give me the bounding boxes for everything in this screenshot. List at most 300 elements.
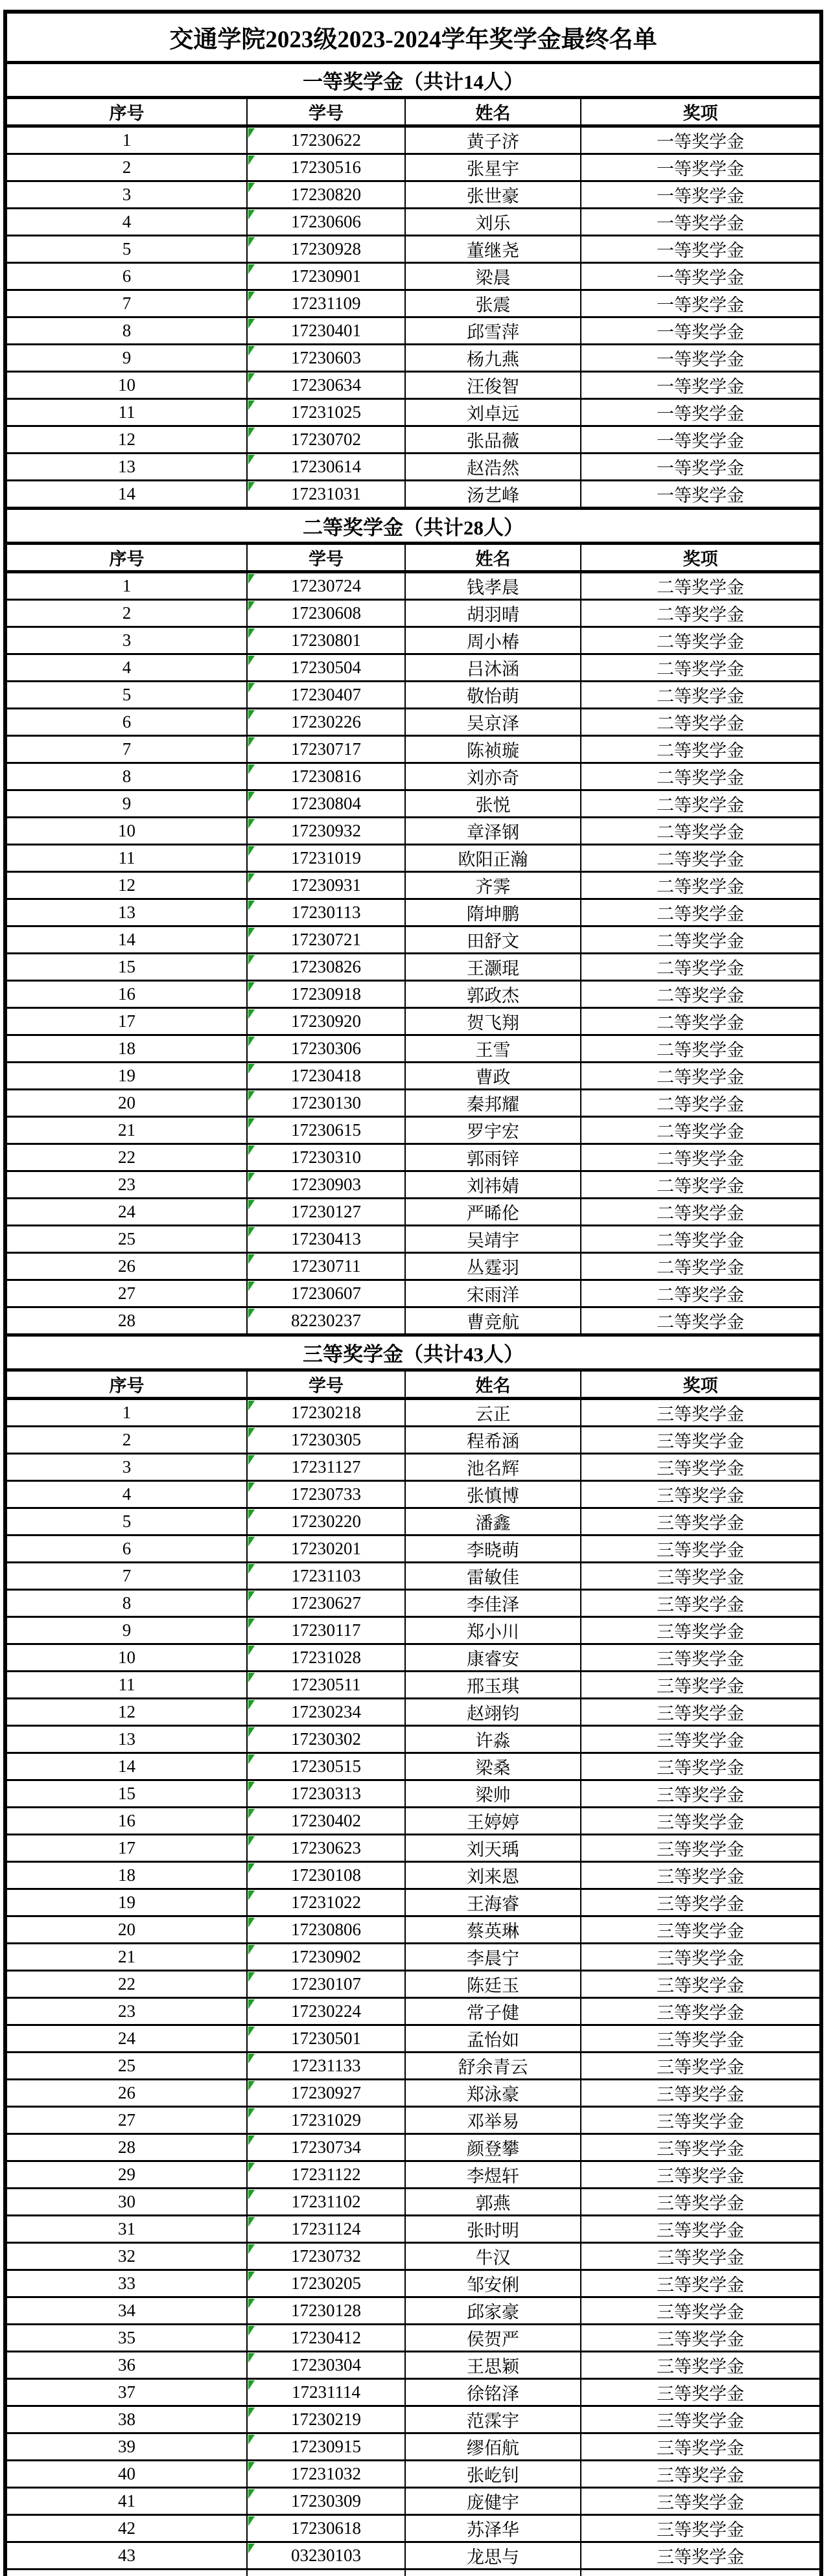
number-as-text-flag-icon [248, 1673, 255, 1683]
student-id-cell [247, 1062, 405, 1089]
student-name-cell: 曹竞航 [405, 1307, 581, 1335]
number-as-text-flag-icon [248, 2516, 255, 2526]
scholarship-table-body [5, 62, 821, 2576]
student-id-cell [247, 926, 405, 953]
table-row [5, 2188, 821, 2215]
table-row [5, 1508, 821, 1535]
student-id-value: 17230804 [291, 793, 361, 813]
student-id-value: 17231109 [291, 293, 361, 313]
number-as-text-flag-icon [248, 1510, 255, 1519]
table-row [5, 2215, 821, 2242]
student-id-value: 17230402 [291, 1810, 361, 1830]
table-row [5, 980, 821, 1007]
student-id-value: 17230734 [291, 2137, 361, 2157]
row-index-cell: 4 [5, 208, 247, 235]
student-id-cell [247, 1589, 405, 1616]
student-id-cell [247, 126, 405, 154]
student-name-cell: 刘来恩 [405, 1861, 581, 1889]
student-id-value: 17230721 [291, 929, 361, 949]
student-id-cell [247, 1861, 405, 1889]
table-row [5, 2079, 821, 2106]
student-id-value: 17230614 [291, 456, 361, 476]
table-row [5, 235, 821, 262]
empty-partial-row [5, 2569, 821, 2576]
row-index-cell: 9 [5, 790, 247, 817]
award-cell: 二等奖学金 [581, 1198, 821, 1225]
award-cell: 二等奖学金 [581, 681, 821, 708]
student-name-cell: 汪俊智 [405, 371, 581, 398]
student-name-cell: 郑小川 [405, 1616, 581, 1644]
table-row [5, 1616, 821, 1644]
table-row [5, 2460, 821, 2487]
table-row [5, 2106, 821, 2133]
number-as-text-flag-icon [248, 264, 255, 274]
award-cell: 一等奖学金 [581, 181, 821, 208]
row-index-cell: 13 [5, 453, 247, 480]
table-row [5, 599, 821, 627]
student-name-cell: 吴靖宇 [405, 1225, 581, 1252]
number-as-text-flag-icon [248, 1455, 255, 1465]
award-cell: 三等奖学金 [581, 1861, 821, 1889]
award-cell: 三等奖学金 [581, 2188, 821, 2215]
row-index-cell: 21 [5, 1943, 247, 1970]
student-id-value: 17230603 [291, 347, 361, 367]
number-as-text-flag-icon [248, 1782, 255, 1791]
student-id-cell [247, 1644, 405, 1671]
number-as-text-flag-icon [248, 1037, 255, 1046]
number-as-text-flag-icon [248, 683, 255, 693]
student-name-cell: 吕沐涵 [405, 654, 581, 681]
award-cell: 一等奖学金 [581, 290, 821, 317]
number-as-text-flag-icon [248, 155, 255, 165]
student-id-cell [247, 1225, 405, 1252]
student-id-cell [247, 1398, 405, 1426]
table-row [5, 1997, 821, 2025]
student-name-cell: 徐铭泽 [405, 2378, 581, 2406]
student-id-value: 17230501 [291, 2028, 361, 2048]
student-id-value: 17230928 [291, 238, 361, 259]
student-id-value: 17231032 [291, 2463, 361, 2483]
row-index-cell: 2 [5, 599, 247, 627]
student-id-cell [247, 426, 405, 453]
number-as-text-flag-icon [248, 1727, 255, 1737]
number-as-text-flag-icon [248, 2217, 255, 2227]
student-id-value: 17231114 [292, 2382, 360, 2402]
table-row [5, 208, 821, 235]
student-name-cell: 李煜轩 [405, 2161, 581, 2188]
row-index-cell: 18 [5, 1861, 247, 1889]
student-name-cell: 孟怡如 [405, 2025, 581, 2052]
section-header-row [5, 62, 821, 97]
student-id-cell [247, 1144, 405, 1171]
student-id-value: 17230205 [291, 2273, 361, 2293]
student-id-cell [247, 317, 405, 344]
award-cell: 二等奖学金 [581, 899, 821, 926]
student-id-value: 17231019 [291, 847, 361, 868]
award-cell: 三等奖学金 [581, 1508, 821, 1535]
row-index-cell: 5 [5, 1508, 247, 1535]
award-cell: 三等奖学金 [581, 2433, 821, 2460]
section-heading: 三等奖学金（共计43人） [5, 1335, 821, 1370]
column-header-award: 奖项 [581, 543, 821, 571]
row-index-cell: 21 [5, 1116, 247, 1144]
student-id-cell [247, 763, 405, 790]
row-index-cell: 10 [5, 371, 247, 398]
award-cell: 三等奖学金 [581, 1671, 821, 1698]
student-name-cell: 潘鑫 [405, 1508, 581, 1535]
student-name-cell: 缪佰航 [405, 2433, 581, 2460]
number-as-text-flag-icon [248, 2353, 255, 2363]
student-id-value: 17230608 [291, 603, 361, 623]
row-index-cell: 6 [5, 262, 247, 290]
table-row [5, 2406, 821, 2433]
student-name-cell: 康睿安 [405, 1644, 581, 1671]
student-id-cell [247, 2052, 405, 2079]
scholarship-table [3, 10, 823, 2576]
table-row [5, 290, 821, 317]
student-id-cell [247, 2161, 405, 2188]
student-name-cell: 王婷婷 [405, 1807, 581, 1834]
column-header-no: 序号 [5, 97, 247, 126]
award-cell: 一等奖学金 [581, 344, 821, 371]
student-id-cell [247, 1753, 405, 1780]
table-row [5, 1943, 821, 1970]
number-as-text-flag-icon [248, 1118, 255, 1128]
row-index-cell: 37 [5, 2378, 247, 2406]
number-as-text-flag-icon [248, 1863, 255, 1873]
number-as-text-flag-icon [248, 183, 255, 192]
student-id-cell [247, 1780, 405, 1807]
row-index-cell: 3 [5, 627, 247, 654]
table-row [5, 790, 821, 817]
number-as-text-flag-icon [248, 292, 255, 301]
award-cell: 三等奖学金 [581, 1480, 821, 1508]
student-id-value: 17230901 [291, 266, 361, 286]
table-row [5, 2542, 821, 2569]
row-index-cell: 7 [5, 290, 247, 317]
award-cell: 二等奖学金 [581, 1116, 821, 1144]
number-as-text-flag-icon [248, 1591, 255, 1601]
row-index-cell: 25 [5, 2052, 247, 2079]
row-index-cell: 38 [5, 2406, 247, 2433]
table-row [5, 1671, 821, 1698]
number-as-text-flag-icon [248, 1173, 255, 1182]
student-id-value: 17230113 [291, 902, 361, 922]
number-as-text-flag-icon [248, 2462, 255, 2472]
student-id-value: 17231124 [291, 2218, 361, 2238]
row-index-cell: 27 [5, 1280, 247, 1307]
student-name-cell: 庞健宇 [405, 2487, 581, 2514]
student-id-value: 17231028 [291, 1647, 361, 1667]
student-id-value: 17230226 [291, 711, 361, 731]
column-header-student-id: 学号 [247, 1370, 405, 1398]
award-cell: 三等奖学金 [581, 2161, 821, 2188]
student-id-value: 17230801 [291, 630, 361, 650]
student-id-value: 17230902 [291, 1946, 361, 1966]
student-id-cell [247, 654, 405, 681]
student-name-cell: 王思颖 [405, 2351, 581, 2378]
number-as-text-flag-icon [248, 601, 255, 611]
student-id-value: 17230407 [291, 684, 361, 704]
row-index-cell: 1 [5, 126, 247, 154]
student-id-value: 03230103 [291, 2545, 361, 2565]
row-index-cell: 2 [5, 154, 247, 181]
column-header-row [5, 1370, 821, 1398]
number-as-text-flag-icon [248, 346, 255, 356]
award-cell: 二等奖学金 [581, 627, 821, 654]
section-heading: 二等奖学金（共计28人） [5, 508, 821, 543]
table-row [5, 2270, 821, 2297]
student-id-cell [247, 1916, 405, 1943]
row-index-cell: 1 [5, 571, 247, 599]
student-id-value: 17230220 [291, 1511, 361, 1531]
student-name-cell: 刘乐 [405, 208, 581, 235]
student-name-cell: 梁晨 [405, 262, 581, 290]
row-index-cell: 7 [5, 1562, 247, 1589]
column-header-no: 序号 [5, 543, 247, 571]
table-row [5, 1698, 821, 1725]
student-id-value: 17230826 [291, 956, 361, 976]
award-cell: 三等奖学金 [581, 1943, 821, 1970]
student-name-cell: 李晨宁 [405, 1943, 581, 1970]
column-header-name: 姓名 [405, 97, 581, 126]
award-cell: 一等奖学金 [581, 154, 821, 181]
empty-cell [247, 2569, 405, 2576]
student-id-cell [247, 980, 405, 1007]
table-row [5, 1144, 821, 1171]
student-name-cell: 贺飞翔 [405, 1007, 581, 1035]
student-name-cell: 李晓萌 [405, 1535, 581, 1562]
student-name-cell: 章泽钢 [405, 817, 581, 844]
table-row [5, 1807, 821, 1834]
number-as-text-flag-icon [248, 928, 255, 937]
student-id-value: 17230313 [291, 1783, 361, 1803]
number-as-text-flag-icon [248, 2380, 255, 2390]
student-name-cell: 欧阳正瀚 [405, 844, 581, 871]
student-id-value: 17230504 [291, 657, 361, 677]
award-cell: 三等奖学金 [581, 1916, 821, 1943]
number-as-text-flag-icon [248, 2108, 255, 2118]
table-row [5, 2378, 821, 2406]
number-as-text-flag-icon [248, 1009, 255, 1019]
empty-cell [405, 2569, 581, 2576]
table-row [5, 1535, 821, 1562]
table-row [5, 1426, 821, 1453]
row-index-cell: 14 [5, 1753, 247, 1780]
student-id-cell [247, 1426, 405, 1453]
table-row [5, 571, 821, 599]
table-row [5, 398, 821, 426]
student-id-value: 17231127 [291, 1456, 361, 1477]
student-id-value: 17230108 [291, 1865, 361, 1885]
student-id-value: 17230702 [291, 429, 361, 449]
number-as-text-flag-icon [248, 1401, 255, 1410]
row-index-cell: 6 [5, 708, 247, 735]
student-id-value: 17230117 [291, 1620, 361, 1640]
award-cell: 三等奖学金 [581, 2270, 821, 2297]
table-row [5, 1089, 821, 1116]
student-id-value: 17230932 [291, 820, 361, 840]
number-as-text-flag-icon [248, 1891, 255, 1900]
student-id-cell [247, 1480, 405, 1508]
student-id-cell [247, 1562, 405, 1589]
award-cell: 三等奖学金 [581, 2079, 821, 2106]
number-as-text-flag-icon [248, 1482, 255, 1492]
student-id-value: 17231133 [291, 2055, 361, 2075]
student-name-cell: 严晞伦 [405, 1198, 581, 1225]
row-index-cell: 9 [5, 344, 247, 371]
student-id-value: 17231102 [291, 2191, 361, 2211]
number-as-text-flag-icon [248, 982, 255, 992]
award-cell: 三等奖学金 [581, 2025, 821, 2052]
row-index-cell: 36 [5, 2351, 247, 2378]
number-as-text-flag-icon [248, 2544, 255, 2553]
student-name-cell: 范霂宇 [405, 2406, 581, 2433]
student-id-value: 17230302 [291, 1729, 361, 1749]
number-as-text-flag-icon [248, 455, 255, 465]
student-id-cell [247, 1725, 405, 1753]
award-cell: 三等奖学金 [581, 1453, 821, 1480]
number-as-text-flag-icon [248, 210, 255, 220]
award-cell: 二等奖学金 [581, 1089, 821, 1116]
student-name-cell: 邢玉琪 [405, 1671, 581, 1698]
row-index-cell: 20 [5, 1089, 247, 1116]
student-id-value: 17230920 [291, 1011, 361, 1031]
student-id-cell [247, 1307, 405, 1335]
number-as-text-flag-icon [248, 482, 255, 492]
table-row [5, 2025, 821, 2052]
table-row [5, 1035, 821, 1062]
student-id-cell [247, 2297, 405, 2324]
award-cell: 三等奖学金 [581, 1562, 821, 1589]
student-name-cell: 刘卓远 [405, 398, 581, 426]
student-name-cell: 颜登攀 [405, 2133, 581, 2161]
student-id-cell [247, 2542, 405, 2569]
student-name-cell: 齐霁 [405, 871, 581, 899]
student-name-cell: 张屹钊 [405, 2460, 581, 2487]
award-cell: 三等奖学金 [581, 1807, 821, 1834]
student-id-value: 17230107 [291, 1973, 361, 1994]
award-cell: 三等奖学金 [581, 1970, 821, 1997]
row-index-cell: 11 [5, 844, 247, 871]
award-cell: 三等奖学金 [581, 1997, 821, 2025]
student-id-cell [247, 2270, 405, 2297]
award-cell: 二等奖学金 [581, 599, 821, 627]
empty-cell [5, 2569, 247, 2576]
student-id-cell [247, 344, 405, 371]
student-id-cell [247, 1535, 405, 1562]
student-id-value: 17230903 [291, 1174, 361, 1194]
student-id-cell [247, 2079, 405, 2106]
student-id-value: 17230306 [291, 1038, 361, 1058]
row-index-cell: 13 [5, 1725, 247, 1753]
table-row [5, 317, 821, 344]
row-index-cell: 23 [5, 1997, 247, 2025]
number-as-text-flag-icon [248, 765, 255, 774]
table-row [5, 1198, 821, 1225]
award-cell: 二等奖学金 [581, 735, 821, 763]
student-id-cell [247, 1997, 405, 2025]
student-id-cell [247, 871, 405, 899]
student-id-value: 17230820 [291, 184, 361, 204]
student-name-cell: 张震 [405, 290, 581, 317]
table-row [5, 1970, 821, 1997]
table-row [5, 1280, 821, 1307]
number-as-text-flag-icon [248, 710, 255, 720]
award-cell: 二等奖学金 [581, 790, 821, 817]
student-name-cell: 杨九燕 [405, 344, 581, 371]
student-id-cell [247, 290, 405, 317]
number-as-text-flag-icon [248, 2135, 255, 2145]
table-row [5, 344, 821, 371]
table-row [5, 426, 821, 453]
student-name-cell: 罗宇宏 [405, 1116, 581, 1144]
table-row [5, 708, 821, 735]
student-name-cell: 李佳泽 [405, 1589, 581, 1616]
table-row [5, 1753, 821, 1780]
award-cell: 二等奖学金 [581, 708, 821, 735]
student-name-cell: 王灏琨 [405, 953, 581, 980]
column-header-row [5, 543, 821, 571]
student-id-value: 17230622 [291, 130, 361, 150]
student-id-cell [247, 2025, 405, 2052]
student-id-cell [247, 262, 405, 290]
student-name-cell: 牛汉 [405, 2242, 581, 2270]
award-cell: 二等奖学金 [581, 1171, 821, 1198]
student-id-cell [247, 1671, 405, 1698]
row-index-cell: 43 [5, 2542, 247, 2569]
column-header-award: 奖项 [581, 1370, 821, 1398]
student-id-value: 17230310 [291, 1147, 361, 1167]
student-name-cell: 王海睿 [405, 1889, 581, 1916]
student-id-cell [247, 2487, 405, 2514]
student-id-cell [247, 599, 405, 627]
number-as-text-flag-icon [248, 955, 255, 965]
student-id-cell [247, 2242, 405, 2270]
number-as-text-flag-icon [248, 656, 255, 665]
student-id-value: 17230127 [291, 1201, 361, 1221]
row-index-cell: 10 [5, 1644, 247, 1671]
number-as-text-flag-icon [248, 128, 255, 138]
student-name-cell: 张世豪 [405, 181, 581, 208]
student-name-cell: 张时明 [405, 2215, 581, 2242]
table-row [5, 1780, 821, 1807]
row-index-cell: 15 [5, 953, 247, 980]
student-id-value: 17230615 [291, 1120, 361, 1140]
table-row [5, 1889, 821, 1916]
number-as-text-flag-icon [248, 1145, 255, 1155]
row-index-cell: 24 [5, 1198, 247, 1225]
student-id-cell [247, 2106, 405, 2133]
number-as-text-flag-icon [248, 319, 255, 328]
table-row [5, 453, 821, 480]
number-as-text-flag-icon [248, 1836, 255, 1846]
student-id-cell [247, 1453, 405, 1480]
student-name-cell: 田舒文 [405, 926, 581, 953]
student-id-value: 17230218 [291, 1402, 361, 1422]
award-cell: 二等奖学金 [581, 1225, 821, 1252]
table-row [5, 1562, 821, 1589]
row-index-cell: 6 [5, 1535, 247, 1562]
row-index-cell: 13 [5, 899, 247, 926]
student-id-value: 17230634 [291, 374, 361, 395]
student-id-value: 17230623 [291, 1837, 361, 1857]
award-cell: 二等奖学金 [581, 571, 821, 599]
number-as-text-flag-icon [248, 2163, 255, 2172]
row-index-cell: 5 [5, 235, 247, 262]
table-row [5, 899, 821, 926]
row-index-cell: 5 [5, 681, 247, 708]
